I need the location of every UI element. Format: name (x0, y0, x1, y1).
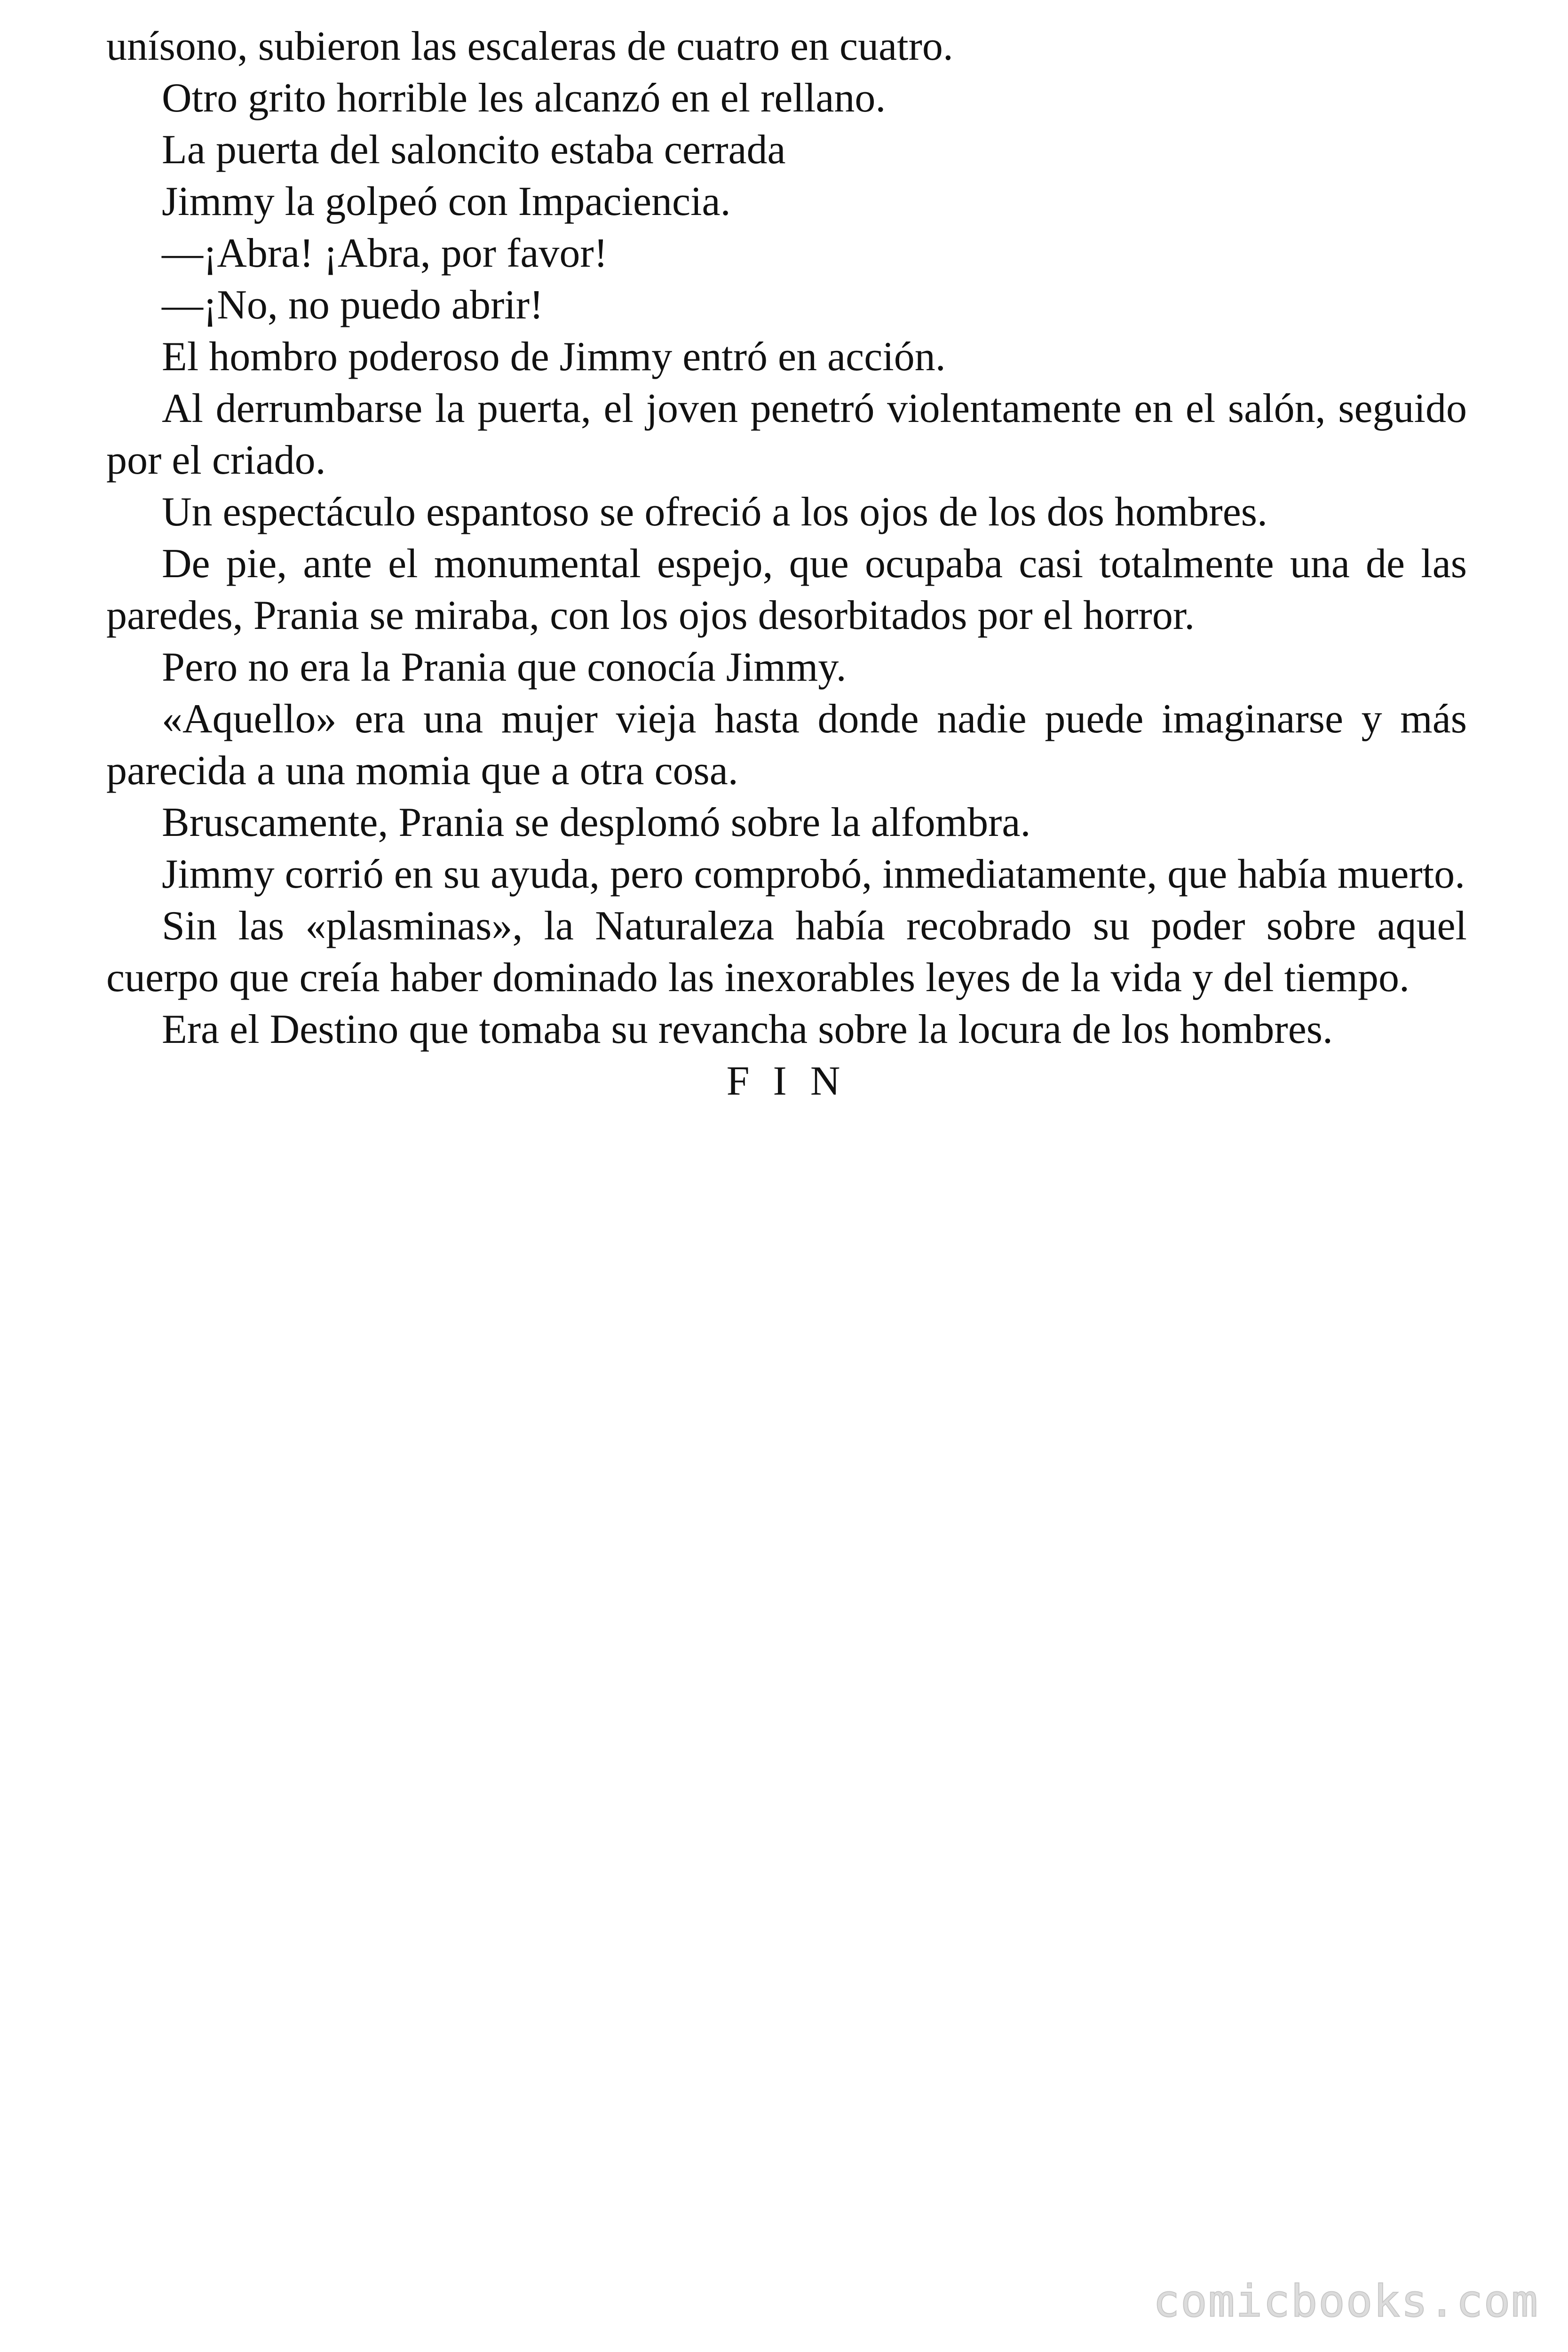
paragraph: Pero no era la Prania que conocía Jimmy. (162, 644, 847, 690)
paragraph: De pie, ante el monumental espejo, que ocupaba casi totalmente una de las paredes, Prania se miraba, con los ojos desorbitados por el horror. (106, 541, 1467, 638)
paragraph: «Aquello» era una mujer vieja hasta donde nadie puede imaginarse y más parecida a una momia que a otra cosa. (106, 696, 1467, 794)
paragraph: —¡No, no puedo abrir! (162, 282, 544, 328)
paragraph: Otro grito horrible les alcanzó en el rellano. (162, 75, 886, 121)
paragraph: unísono, subieron las escaleras de cuatro en cuatro. (106, 24, 953, 69)
paragraph: Al derrumbarse la puerta, el joven penetró violentamente en el salón, seguido por el criado. (106, 386, 1467, 483)
paragraph: Era el Destino que tomaba su revancha sobre la locura de los hombres. (162, 1007, 1333, 1052)
paragraph: La puerta del saloncito estaba cerrada (162, 127, 786, 173)
end-mark: F I N (726, 1058, 847, 1104)
paragraph: —¡Abra! ¡Abra, por favor! (162, 230, 608, 276)
paragraph: Jimmy corrió en su ayuda, pero comprobó, inmediatamente, que había muerto. (162, 851, 1465, 897)
paragraph: Jimmy la golpeó con Impaciencia. (162, 179, 731, 224)
paragraph: Un espectáculo espantoso se ofreció a los ojos de los dos hombres. (162, 489, 1268, 535)
paragraph: Bruscamente, Prania se desplomó sobre la alfombra. (162, 800, 1031, 845)
story-text (106, 21, 1467, 1107)
paragraph: Sin las «plasminas», la Naturaleza había recobrado su poder sobre aquel cuerpo que creía haber dominado las inexorables leyes de la vida y del tiempo. (106, 903, 1467, 1001)
watermark-text: comicbooks.com (1153, 2276, 1539, 2327)
paragraph: El hombro poderoso de Jimmy entró en acción. (162, 334, 946, 380)
